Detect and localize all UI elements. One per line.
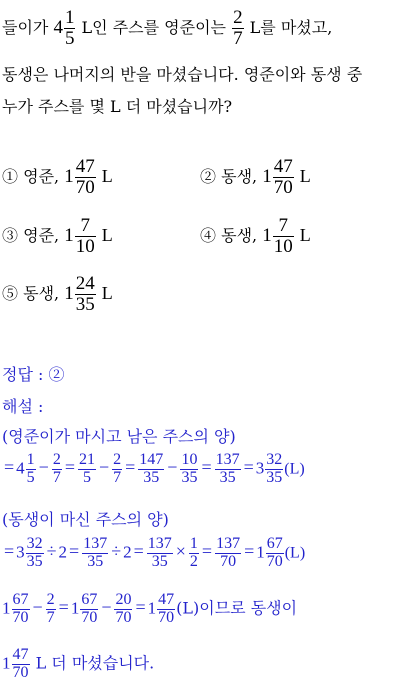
equation-1: = 4 $\frac{1}{5}$ − $\frac{2}{7}$ = $\frac{21}{5}$ − $\frac{2}{7}$ = $\frac{147}{35}$ − $\frac{10}{35}$ = $\frac{137}{35}$ = 3 $\frac{32}{35}$ (L) [4, 451, 305, 486]
option-3[interactable]: ③ 영준, 1 $\frac{7}{10}$ L [2, 215, 113, 257]
fraction: $\frac{7}{10}$ [75, 215, 95, 257]
equation-2: = 3 $\frac{32}{35}$ ÷ 2 = $\frac{137}{35}$ ÷ 2 = $\frac{137}{35}$ × $\frac{1}{2}$ = $\frac{137}{70}$ = 1 $\frac{67}{70}$ (L) [4, 535, 306, 570]
fraction: $\frac{24}{35}$ [75, 273, 95, 315]
option-1[interactable]: ① 영준, 1 $\frac{47}{70}$ L [2, 156, 113, 198]
fraction: $\frac{2}{7}$ [233, 7, 243, 49]
fraction: $\frac{1}{5}$ [64, 7, 75, 49]
explanation-label: 해설 : [2, 397, 44, 416]
section-2-title: (동생이 마신 주스의 양) [2, 510, 169, 529]
question-line-2: 동생은 나머지의 반을 마셨습니다. 영준이와 동생 중 [2, 65, 363, 84]
option-4[interactable]: ④ 동생, 1 $\frac{7}{10}$ L [200, 215, 311, 257]
fraction: $\frac{47}{70}$ [75, 156, 95, 198]
section-1-title: (영준이가 마시고 남은 주스의 양) [2, 427, 236, 446]
final-statement: 1 $\frac{47}{70}$ L 더 마셨습니다. [2, 646, 155, 681]
answer-label: 정답 : ② [2, 365, 65, 384]
option-2[interactable]: ② 동생, 1 $\frac{47}{70}$ L [200, 156, 311, 198]
equation-3: 1 $\frac{67}{70}$ − $\frac{2}{7}$ = 1 $\frac{67}{70}$ − $\frac{20}{70}$ = 1 $\frac{47}{70}$ (L)이므로 동생이 [2, 591, 298, 626]
question-line-1: 들이가 4 $\frac{1}{5}$ L인 주스를 영준이는 $\frac{2}{7}$ L를 마셨고, [2, 7, 333, 49]
fraction: $\frac{47}{70}$ [273, 156, 293, 198]
question-line-3: 누가 주스를 몇 L 더 마셨습니까? [2, 97, 233, 116]
fraction: $\frac{7}{10}$ [273, 215, 293, 257]
option-5[interactable]: ⑤ 동생, 1 $\frac{24}{35}$ L [2, 273, 113, 315]
